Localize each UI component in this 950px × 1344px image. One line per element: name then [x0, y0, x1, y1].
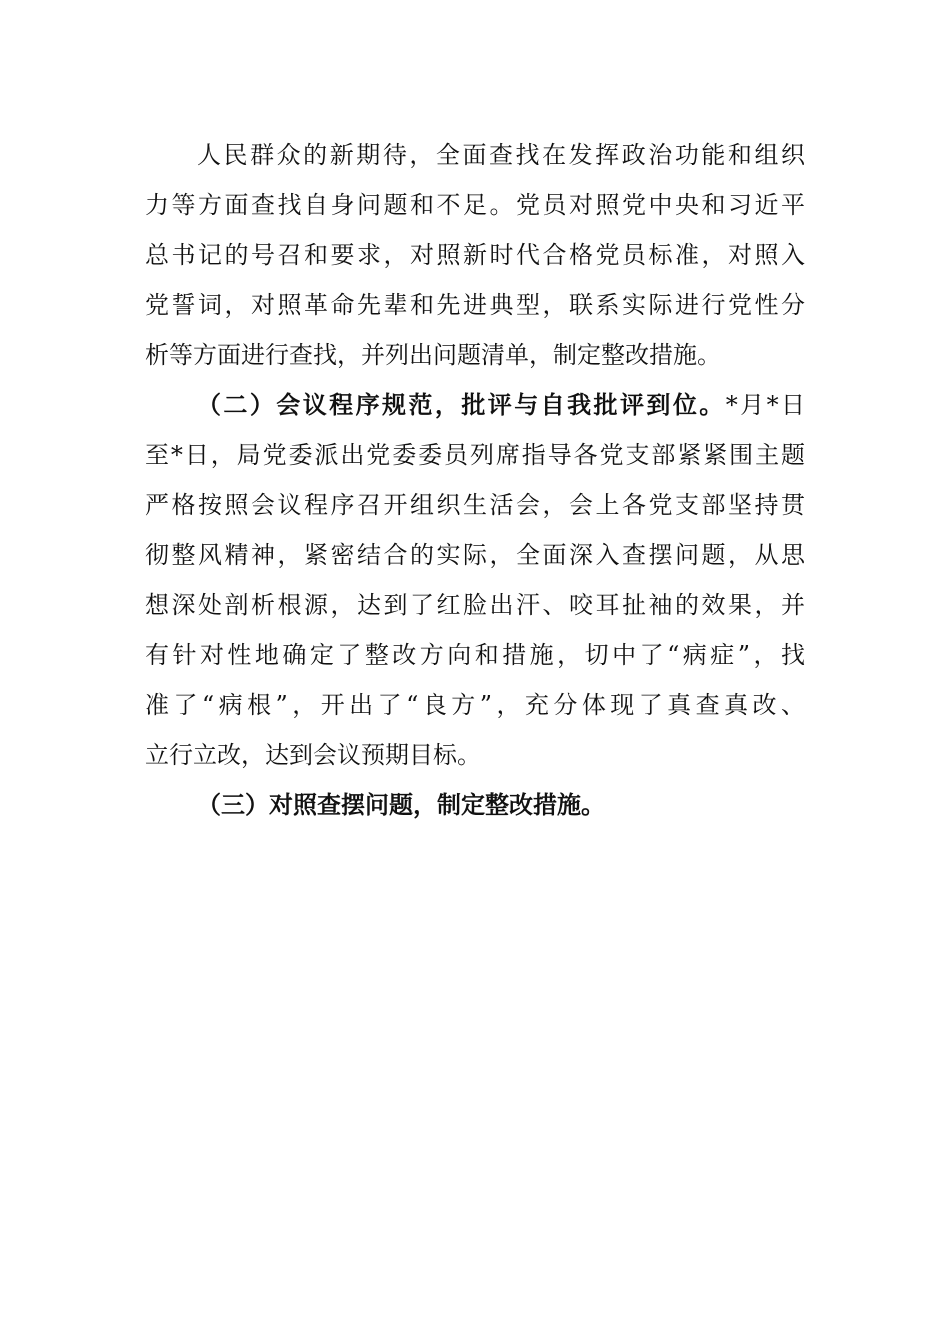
paragraph-political-function [145, 130, 805, 380]
document-body [145, 130, 805, 830]
paragraph-line: 析等方面进行查找，并列出问题清单，制定整改措施。 [145, 341, 721, 369]
section-first-line [145, 380, 805, 430]
paragraph-line: 总书记的号召和要求，对照新时代合格党员标准，对照入 [145, 241, 805, 269]
paragraph-line: 想深处剖析根源，达到了红脸出汗、咬耳扯袖的效果，并 [145, 591, 805, 619]
section-heading-trailing-text: *月*日 [725, 391, 806, 419]
section-heading: （二）会议程序规范，批评与自我批评到位。 [197, 390, 726, 419]
paragraph-line: 党誓词，对照革命先辈和先进典型，联系实际进行党性分 [145, 291, 805, 319]
section-heading: （三）对照查摆问题，制定整改措施。 [197, 790, 605, 819]
paragraph-line: 至*日，局党委派出党委委员列席指导各党支部紧紧围主题 [145, 441, 805, 469]
paragraph-line: 准了“病根”，开出了“良方”，充分体现了真查真改、 [145, 691, 805, 719]
paragraph-line: 彻整风精神，紧密结合的实际，全面深入查摆问题，从思 [145, 541, 805, 569]
paragraph-line: 严格按照会议程序召开组织生活会，会上各党支部坚持贯 [145, 491, 805, 519]
section-rectification-measures [145, 780, 805, 830]
paragraph-line: 立行立改，达到会议预期目标。 [145, 741, 481, 769]
paragraph-line: 力等方面查找自身问题和不足。党员对照党中央和习近平 [145, 191, 805, 219]
paragraph-line: 有针对性地确定了整改方向和措施，切中了“病症”，找 [145, 641, 805, 669]
paragraph-line: 人民群众的新期待，全面查找在发挥政治功能和组织 [197, 141, 805, 169]
section-meeting-procedure [145, 380, 805, 780]
